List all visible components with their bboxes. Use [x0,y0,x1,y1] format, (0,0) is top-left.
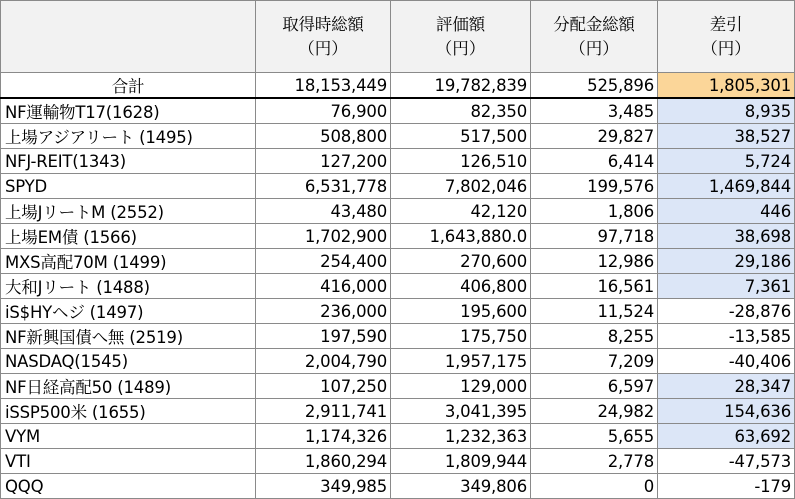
table-row [1,149,795,174]
name-cell[interactable]: 上場アジアリート (1495) [1,124,256,149]
table-row [1,199,795,224]
table-row [1,449,795,474]
distribution-cell[interactable]: 5,655 [531,424,658,449]
table-row [1,349,795,374]
distribution-header-label: 分配金総額 [553,14,635,34]
distribution-header-cell[interactable] [531,1,658,73]
total-row [1,73,795,99]
difference-header-unit: （円） [701,38,751,58]
total-difference-cell[interactable]: 1,805,301 [658,73,795,99]
table-row [1,474,795,499]
difference-cell[interactable]: 38,527 [658,124,795,149]
acquisition-cell[interactable]: 107,250 [256,374,391,399]
difference-cell[interactable]: 29,186 [658,249,795,274]
distribution-cell[interactable]: 1,806 [531,199,658,224]
valuation-cell[interactable]: 1,232,363 [391,424,531,449]
table-row [1,374,795,399]
difference-cell[interactable]: 446 [658,199,795,224]
difference-cell[interactable]: 7,361 [658,274,795,299]
name-cell[interactable]: NF新興国債へ無 (2519) [1,324,256,349]
difference-cell[interactable]: -28,876 [658,299,795,324]
table-row [1,299,795,324]
difference-cell[interactable]: -47,573 [658,449,795,474]
name-cell[interactable]: NF日経高配50 (1489) [1,374,256,399]
acquisition-cell[interactable]: 416,000 [256,274,391,299]
distribution-cell[interactable]: 16,561 [531,274,658,299]
name-cell[interactable]: NF運輸物T17(1628) [1,98,256,124]
acquisition-cell[interactable]: 236,000 [256,299,391,324]
valuation-cell[interactable]: 1,957,175 [391,349,531,374]
table-row [1,424,795,449]
difference-header-cell[interactable] [658,1,795,73]
distribution-cell[interactable]: 6,597 [531,374,658,399]
table-row [1,224,795,249]
acquisition-cell[interactable]: 1,860,294 [256,449,391,474]
table-row [1,174,795,199]
distribution-cell[interactable]: 11,524 [531,299,658,324]
distribution-cell[interactable]: 2,778 [531,449,658,474]
header-row [1,1,795,73]
name-cell[interactable]: VYM [1,424,256,449]
acquisition-cell[interactable]: 43,480 [256,199,391,224]
valuation-header-cell[interactable] [391,1,531,73]
distribution-cell[interactable]: 7,209 [531,349,658,374]
total-distribution-cell[interactable]: 525,896 [531,73,658,99]
distribution-cell[interactable]: 97,718 [531,224,658,249]
distribution-cell[interactable]: 6,414 [531,149,658,174]
difference-cell[interactable]: 63,692 [658,424,795,449]
table-row [1,274,795,299]
valuation-cell[interactable]: 1,643,880.0 [391,224,531,249]
valuation-cell[interactable]: 82,350 [391,98,531,124]
valuation-header-unit: （円） [435,38,486,58]
acquisition-header-cell[interactable] [256,1,391,73]
name-cell[interactable]: 大和Jリート (1488) [1,274,256,299]
valuation-cell[interactable]: 1,809,944 [391,449,531,474]
name-cell[interactable]: MXS高配70M (1499) [1,249,256,274]
corner-header-cell[interactable] [1,1,256,73]
name-cell[interactable]: iS$HYヘジ (1497) [1,299,256,324]
valuation-cell[interactable]: 175,750 [391,324,531,349]
table-row [1,249,795,274]
distribution-cell[interactable]: 29,827 [531,124,658,149]
valuation-cell[interactable]: 129,000 [391,374,531,399]
distribution-cell[interactable]: 24,982 [531,399,658,424]
acquisition-cell[interactable]: 2,911,741 [256,399,391,424]
distribution-cell[interactable]: 199,576 [531,174,658,199]
table-row [1,324,795,349]
total-valuation-cell[interactable]: 19,782,839 [391,73,531,99]
valuation-cell[interactable]: 195,600 [391,299,531,324]
total-label-cell[interactable]: 合計 [1,73,256,99]
name-cell[interactable]: 上場EM債 (1566) [1,224,256,249]
difference-header-label: 差引 [709,14,743,34]
valuation-cell[interactable]: 517,500 [391,124,531,149]
name-cell[interactable]: 上場JリートM (2552) [1,199,256,224]
difference-cell[interactable]: 1,469,844 [658,174,795,199]
name-cell[interactable]: SPYD [1,174,256,199]
difference-cell[interactable]: 8,935 [658,98,795,124]
difference-cell[interactable]: 38,698 [658,224,795,249]
difference-cell[interactable]: 28,347 [658,374,795,399]
total-acquisition-cell[interactable]: 18,153,449 [256,73,391,99]
difference-cell[interactable]: 5,724 [658,149,795,174]
difference-cell[interactable]: -179 [658,474,795,499]
acquisition-cell[interactable]: 254,400 [256,249,391,274]
name-cell[interactable]: iSSP500米 (1655) [1,399,256,424]
distribution-cell[interactable]: 0 [531,474,658,499]
valuation-cell[interactable]: 126,510 [391,149,531,174]
acquisition-cell[interactable]: 127,200 [256,149,391,174]
name-cell[interactable]: QQQ [1,474,256,499]
difference-cell[interactable]: -13,585 [658,324,795,349]
difference-cell[interactable]: -40,406 [658,349,795,374]
distribution-cell[interactable]: 3,485 [531,98,658,124]
valuation-cell[interactable]: 349,806 [391,474,531,499]
distribution-cell[interactable]: 8,255 [531,324,658,349]
acquisition-cell[interactable]: 2,004,790 [256,349,391,374]
name-cell[interactable]: VTI [1,449,256,474]
valuation-cell[interactable]: 270,600 [391,249,531,274]
table-row [1,98,795,124]
valuation-header-label: 評価額 [436,14,485,34]
valuation-cell[interactable]: 3,041,395 [391,399,531,424]
distribution-cell[interactable]: 12,986 [531,249,658,274]
acquisition-cell[interactable]: 76,900 [256,98,391,124]
name-cell[interactable]: NFJ-REIT(1343) [1,149,256,174]
difference-cell[interactable]: 154,636 [658,399,795,424]
valuation-cell[interactable]: 406,800 [391,274,531,299]
table-row [1,124,795,149]
name-cell[interactable]: NASDAQ(1545) [1,349,256,374]
acquisition-cell[interactable]: 1,174,326 [256,424,391,449]
valuation-cell[interactable]: 7,802,046 [391,174,531,199]
acquisition-cell[interactable]: 508,800 [256,124,391,149]
acquisition-cell[interactable]: 349,985 [256,474,391,499]
table-row [1,399,795,424]
acquisition-header-unit: （円） [298,38,348,58]
acquisition-cell[interactable]: 1,702,900 [256,224,391,249]
distribution-header-unit: （円） [569,38,619,58]
valuation-cell[interactable]: 42,120 [391,199,531,224]
acquisition-header-label: 取得時総額 [282,14,364,34]
acquisition-cell[interactable]: 197,590 [256,324,391,349]
acquisition-cell[interactable]: 6,531,778 [256,174,391,199]
